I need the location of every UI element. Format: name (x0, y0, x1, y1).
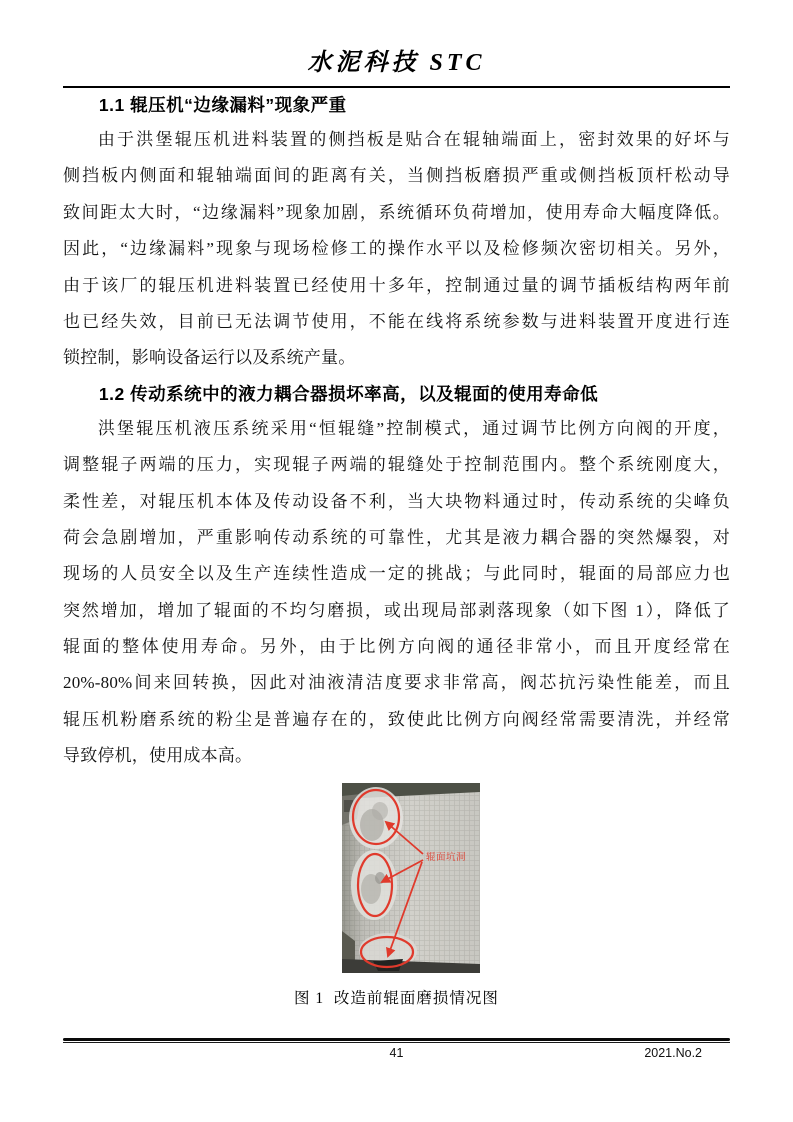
figure-1 (63, 783, 730, 1008)
issue-label: 2021.No.2 (644, 1046, 702, 1060)
page-footer (63, 1038, 730, 1068)
text-line: 荷会急剧增加，严重影响传动系统的可靠性，尤其是液力耦合器的突然爆裂，对 (63, 527, 730, 547)
footer-divider-thin (63, 1042, 730, 1043)
text-line: 20%-80%间来回转换，因此对油液清洁度要求非常高，阀芯抗污染性能差，而且 (63, 673, 730, 693)
text-line: 由于该厂的辊压机进料装置已经使用十多年，控制通过量的调节插板结构两年前 (63, 275, 730, 295)
text-line: 辊压机粉磨系统的粉尘是普遍存在的，致使此比例方向阀经常需要清洗，并经常 (63, 709, 730, 729)
text-line: 洪堡辊压机液压系统采用“恒辊缝”控制模式，通过调节比例方向阀的开度， (97, 418, 730, 438)
text-line: 柔性差，对辊压机本体及传动设备不利，当大块物料通过时，传动系统的尖峰负 (63, 491, 730, 511)
article-body (63, 88, 730, 1008)
page-number: 41 (389, 1046, 404, 1060)
figure-caption: 图 1 改造前辊面磨损情况图 (294, 989, 499, 1007)
journal-title: 水泥科技 STC (307, 50, 486, 76)
text-line: 锁控制，影响设备运行以及系统产量。 (63, 348, 356, 368)
text-line: 突然增加，增加了辊面的不均匀磨损，或出现局部剥落现象（如下图 1），降低了 (63, 600, 730, 620)
paragraph-1-2 (63, 411, 730, 775)
text-line: 由于洪堡辊压机进料装置的侧挡板是贴合在辊轴端面上，密封效果的好坏与 (97, 130, 730, 149)
text-line: 也已经失效，目前已无法调节使用，不能在线将系统参数与进料装置开度进行连 (63, 311, 730, 331)
text-line: 因此，“边缘漏料”现象与现场检修工的操作水平以及检修频次密切相关。另外， (63, 239, 730, 259)
paragraph-1-1 (63, 122, 730, 377)
text-line: 导致停机，使用成本高。 (63, 746, 253, 766)
section-heading-1-2: 1.2 传动系统中的液力耦合器损坏率高，以及辊面的使用寿命低 (98, 383, 599, 404)
text-line: 辊面的整体使用寿命。另外，由于比例方向阀的通径非常小，而且开度经常在 (63, 637, 730, 657)
text-line: 致间距太大时，“边缘漏料”现象加剧，系统循环负荷增加，使用寿命大幅度降低。 (63, 202, 730, 222)
text-line: 侧挡板内侧面和辊轴端面间的距离有关，当侧挡板磨损严重或侧挡板顶杆松动导 (63, 166, 730, 186)
annotation-label: 辊面坑洞 (426, 851, 467, 863)
text-line: 现场的人员安全以及生产连续性造成一定的挑战；与此同时，辊面的局部应力也 (63, 564, 730, 584)
section-heading-1-1: 1.1 辊压机“边缘漏料”现象严重 (98, 95, 347, 115)
footer-divider-thick (63, 1038, 730, 1041)
roller-wear-photo (342, 783, 480, 973)
text-line: 调整辊子两端的压力，实现辊子两端的辊缝处于控制范围内。整个系统刚度大， (63, 455, 730, 475)
